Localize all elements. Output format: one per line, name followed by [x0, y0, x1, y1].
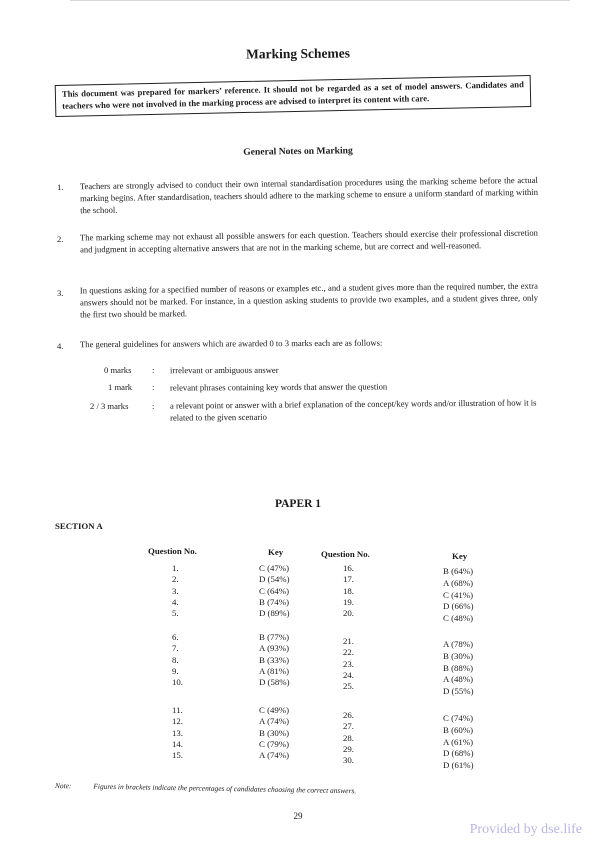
marks-description: irrelevant or ambiguous answer [169, 364, 279, 376]
note-number: 1. [57, 182, 64, 192]
question-number: 24. [343, 669, 354, 680]
question-number: 5. [172, 608, 179, 619]
question-number: 20. [343, 608, 354, 619]
question-number: 22. [343, 647, 354, 658]
question-number: 30. [343, 755, 354, 766]
answer-key: B (64%) [443, 566, 474, 576]
question-number: 14. [172, 738, 183, 749]
question-number: 10. [172, 677, 183, 688]
footnote [55, 781, 356, 795]
question-number: 29. [343, 743, 354, 754]
answer-key: A (74%) [259, 750, 290, 761]
marks-label: 2 / 3 marks [90, 401, 129, 411]
answer-key: D (89%) [259, 608, 290, 619]
page-number: 29 [293, 811, 303, 821]
answer-key: D (66%) [443, 601, 474, 612]
answer-key: D (61%) [443, 760, 474, 771]
answer-key: C (47%) [259, 563, 290, 573]
question-number: 12. [172, 716, 183, 727]
marks-label: 0 marks [104, 365, 132, 375]
answer-key: B (88%) [443, 662, 474, 673]
question-number: 19. [343, 596, 354, 607]
question-number: 8. [172, 654, 179, 665]
question-number: 6. [172, 632, 179, 642]
question-number: 13. [172, 727, 183, 738]
answer-key: D (58%) [259, 677, 290, 688]
question-number: 23. [343, 658, 354, 669]
answer-key: A (74%) [259, 716, 290, 727]
footnote-text: Figures in brackets indicate the percentages of candidates choosing the correct answers. [93, 781, 357, 796]
answer-key: D (55%) [443, 686, 474, 697]
question-number: 28. [343, 732, 354, 743]
note-text: Teachers are strongly advised to conduct their own internal standardisation procedures using the marking scheme before the actual marking begins. After standardisation, teachers should adhere to the marking scheme to ensure a uniform standard of marking within the school. [79, 174, 539, 216]
question-number: 15. [172, 750, 183, 761]
answer-key: B (30%) [259, 727, 290, 738]
answer-key: C (64%) [259, 585, 290, 596]
note-text: The marking scheme may not exhaust all possible answers for each question. Teachers should exercise their professional discretion and judgment in accepting alternative answers that are not in the marking scheme, but are correct and well-reasoned. [79, 227, 538, 255]
answer-key: C (79%) [259, 738, 290, 749]
answer-key: C (48%) [443, 613, 474, 624]
answer-key: C (74%) [443, 713, 474, 723]
marks-description: relevant phrases containing key words that answer the question [169, 381, 388, 393]
note-text: In questions asking for a specified number of reasons or examples etc., and a student gives more than the required number, the extra answers should not be marked. For instance, in a question asking students to provide two examples, and a student gives three, only the first two should be marked. [79, 280, 539, 320]
answer-key: D (68%) [443, 748, 474, 759]
question-number: 26. [343, 710, 354, 720]
paper-heading: PAPER 1 [274, 498, 322, 510]
note-number: 4. [57, 341, 64, 351]
question-number: 21. [343, 636, 354, 646]
question-no-header: Question No. [148, 546, 197, 556]
answer-key: A (78%) [443, 639, 474, 649]
question-number: 4. [172, 596, 179, 607]
marks-separator: : [152, 382, 155, 392]
answer-key: A (61%) [443, 736, 474, 747]
question-number: 1. [172, 563, 179, 573]
footnote-label: Note: [54, 781, 72, 791]
question-number: 18. [343, 585, 354, 596]
note-number: 2. [57, 234, 64, 244]
watermark: Provided by dse.life [469, 822, 582, 837]
general-notes-heading: General Notes on Marking [243, 145, 353, 158]
question-number: 3. [172, 585, 179, 596]
answer-key: A (48%) [443, 674, 474, 685]
answer-key: A (68%) [443, 577, 474, 588]
question-number: 11. [172, 705, 183, 715]
marks-description: a relevant point or answer with a brief explanation of the concept/key words and/or illustration of how it is related to the given scenario [169, 397, 537, 424]
question-number: 7. [172, 643, 179, 654]
note-text: The general guidelines for answers which are awarded 0 to 3 marks each are as follows: [79, 337, 383, 350]
answer-key: A (93%) [259, 643, 290, 654]
question-no-header: Question No. [321, 549, 370, 559]
section-heading: SECTION A [55, 521, 103, 531]
page-title: Marking Schemes [245, 45, 351, 62]
answer-key: B (33%) [259, 654, 290, 665]
question-number: 25. [343, 681, 354, 692]
answer-key: B (77%) [259, 632, 290, 642]
marks-separator: : [152, 365, 155, 375]
key-header: Key [268, 547, 284, 557]
answer-key: C (49%) [259, 705, 290, 715]
answer-key: C (41%) [443, 589, 474, 600]
note-number: 3. [57, 288, 64, 298]
top-rule [70, 0, 570, 1]
question-number: 16. [343, 563, 354, 573]
question-number: 27. [343, 721, 354, 732]
answer-key: B (60%) [443, 724, 474, 735]
question-number: 2. [172, 574, 179, 585]
notice-box: This document was prepared for markers’ reference. It should not be regarded as a set of model answers. Candidates and teachers who were not involved in the marking process are advised to interpret its content with care. [55, 75, 532, 117]
marks-label: 1 mark [108, 382, 133, 392]
marks-separator: : [152, 401, 155, 411]
answer-key: D (54%) [259, 574, 290, 585]
question-number: 17. [343, 574, 354, 585]
answer-key: A (81%) [259, 665, 290, 676]
key-header: Key [452, 551, 468, 561]
question-number: 9. [172, 665, 179, 676]
answer-key: B (30%) [443, 650, 474, 661]
answer-key: B (74%) [259, 596, 290, 607]
